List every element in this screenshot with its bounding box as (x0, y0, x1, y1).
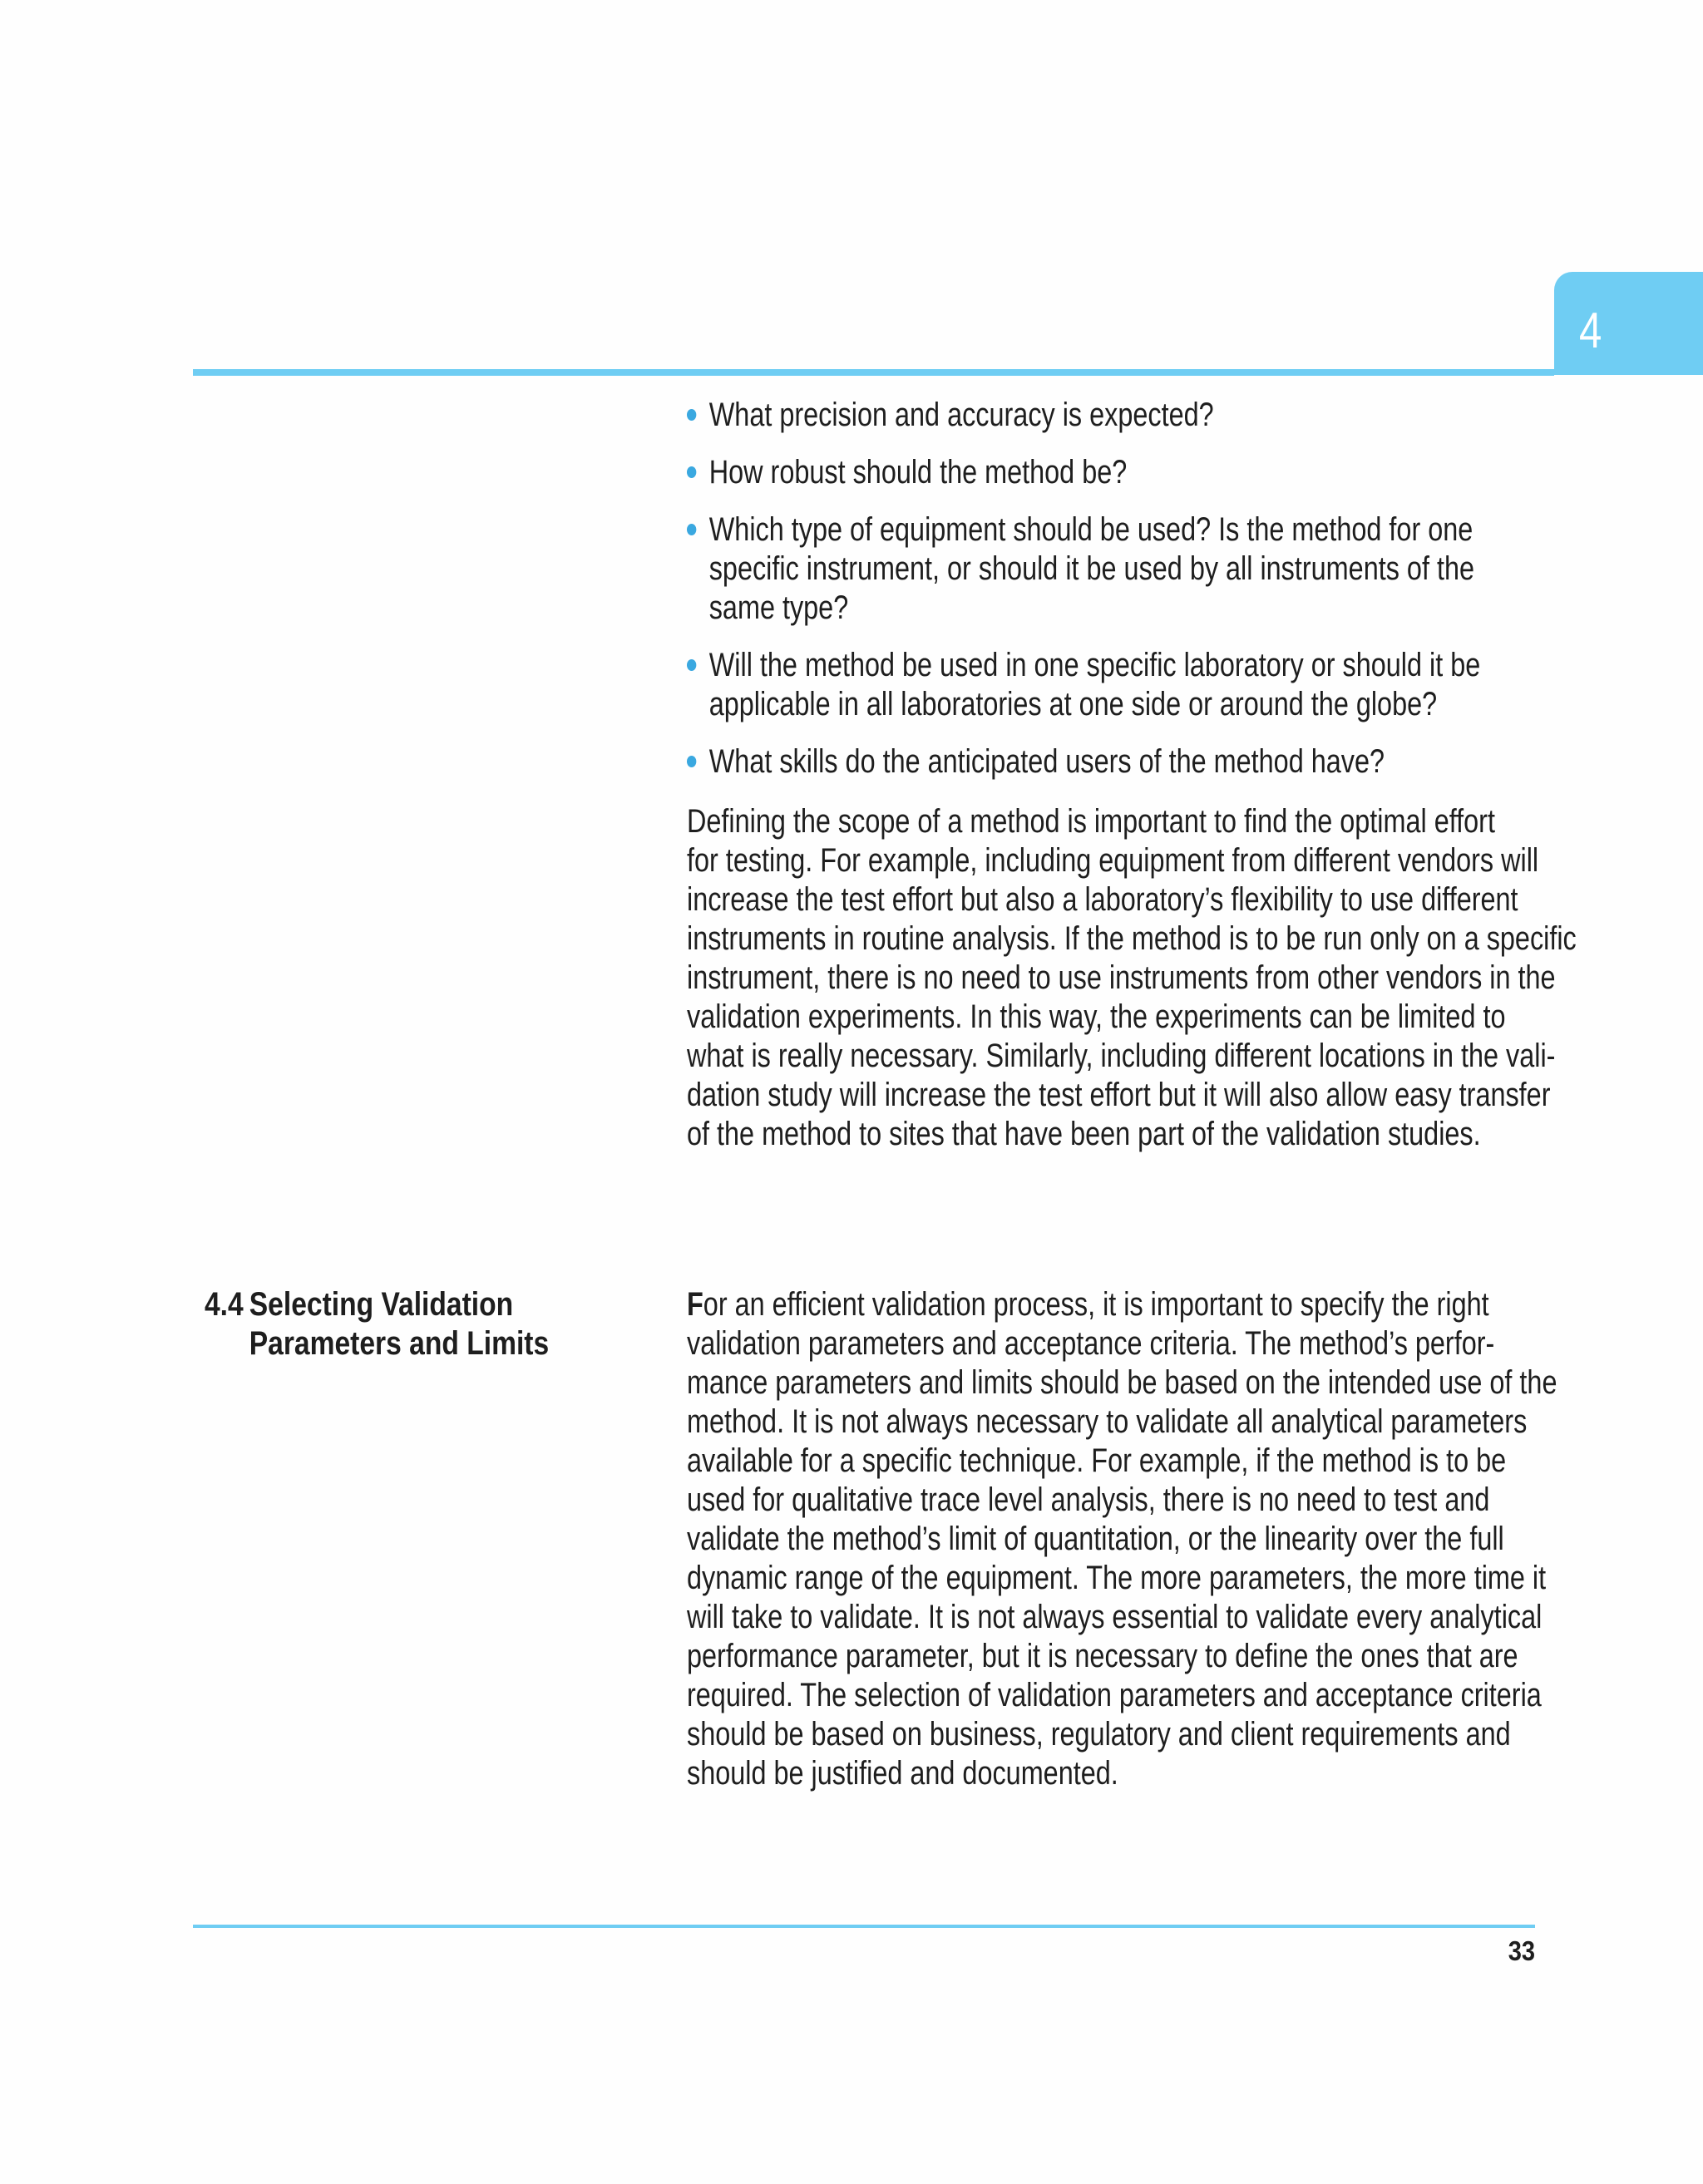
paragraph-line: will take to validate. It is not always essential to validate every analytical (687, 1599, 1543, 1635)
chapter-number: 4 (1579, 303, 1603, 358)
paragraph-line: validation parameters and acceptance criteria. The method’s perfor- (687, 1325, 1495, 1362)
paragraph-line: what is really necessary. Similarly, including different locations in the vali- (687, 1038, 1556, 1074)
paragraph-line: dation study will increase the test effort but it will also allow easy transfer (687, 1077, 1551, 1113)
paragraph-line (687, 1285, 1489, 1324)
paragraph-line: Defining the scope of a method is important to find the optimal effort (687, 803, 1495, 840)
section-title-line: Parameters and Limits (249, 1325, 550, 1362)
paragraph-line: validation experiments. In this way, the experiments can be limited to (687, 998, 1506, 1035)
bullet-line: How robust should the method be? (708, 454, 1128, 491)
paragraph-line: used for qualitative trace level analysis, there is no need to test and (687, 1481, 1490, 1518)
drop-letter: F (687, 1286, 703, 1323)
paragraph-line: increase the test effort but also a laboratory’s flexibility to use different (687, 881, 1518, 918)
bullet-line: Which type of equipment should be used? Is the method for one (708, 511, 1473, 548)
bullet-dot-icon (687, 659, 696, 671)
paragraph-line: available for a specific technique. For example, if the method is to be (687, 1442, 1507, 1479)
scope-paragraph (687, 802, 1577, 1154)
bottom-rule (193, 1925, 1535, 1928)
bullet-dot-icon (687, 756, 696, 767)
page-number: 33 (1508, 1935, 1535, 1966)
bullet-item (687, 396, 1387, 435)
paragraph-line: of the method to sites that have been part of the validation studies. (687, 1116, 1481, 1152)
bullet-line: What skills do the anticipated users of the method have? (708, 743, 1385, 780)
paragraph-line: performance parameter, but it is necessary to define the ones that are (687, 1638, 1518, 1674)
bullet-line: applicable in all laboratories at one side or around the globe? (708, 686, 1438, 722)
paragraph-line: for testing. For example, including equipment from different vendors will (687, 842, 1539, 879)
bullet-dot-icon (687, 524, 696, 535)
paragraph-line: validate the method’s limit of quantitation, or the linearity over the full (687, 1521, 1504, 1557)
paragraph-line: instruments in routine analysis. If the method is to be run only on a specific (687, 920, 1577, 957)
paragraph-line: should be based on business, regulatory and client requirements and (687, 1716, 1511, 1753)
paragraph-line: mance parameters and limits should be based on the intended use of the (687, 1364, 1557, 1401)
validation-paragraph (687, 1285, 1557, 1793)
top-rule (193, 369, 1554, 376)
section-title (249, 1285, 549, 1363)
bullet-line: same type? (708, 589, 849, 626)
section-number: 4.4 (205, 1286, 244, 1323)
bullet-list (687, 396, 1481, 800)
bullet-line: specific instrument, or should it be used by all instruments of the (708, 550, 1474, 587)
bullet-item (687, 453, 1387, 492)
bullet-line: What precision and accuracy is expected? (708, 397, 1214, 433)
paragraph-line: method. It is not always necessary to validate all analytical parameters (687, 1403, 1528, 1440)
section-title-line: Selecting Validation (249, 1286, 514, 1323)
paragraph-line: dynamic range of the equipment. The more parameters, the more time it (687, 1560, 1547, 1596)
bullet-item (687, 510, 1474, 628)
chapter-tab (1554, 272, 1703, 375)
first-line-text: or an efficient validation process, it is important to specify the right (703, 1286, 1489, 1323)
paragraph-line: should be justified and documented. (687, 1755, 1118, 1792)
bullet-line: Will the method be used in one specific laboratory or should it be (708, 647, 1481, 683)
paragraph-line: required. The selection of validation parameters and acceptance criteria (687, 1677, 1542, 1713)
bullet-dot-icon (687, 409, 696, 421)
paragraph-line: instrument, there is no need to use instruments from other vendors in the (687, 959, 1556, 996)
bullet-item (687, 646, 1481, 724)
bullet-item (687, 742, 1387, 781)
bullet-dot-icon (687, 466, 696, 478)
